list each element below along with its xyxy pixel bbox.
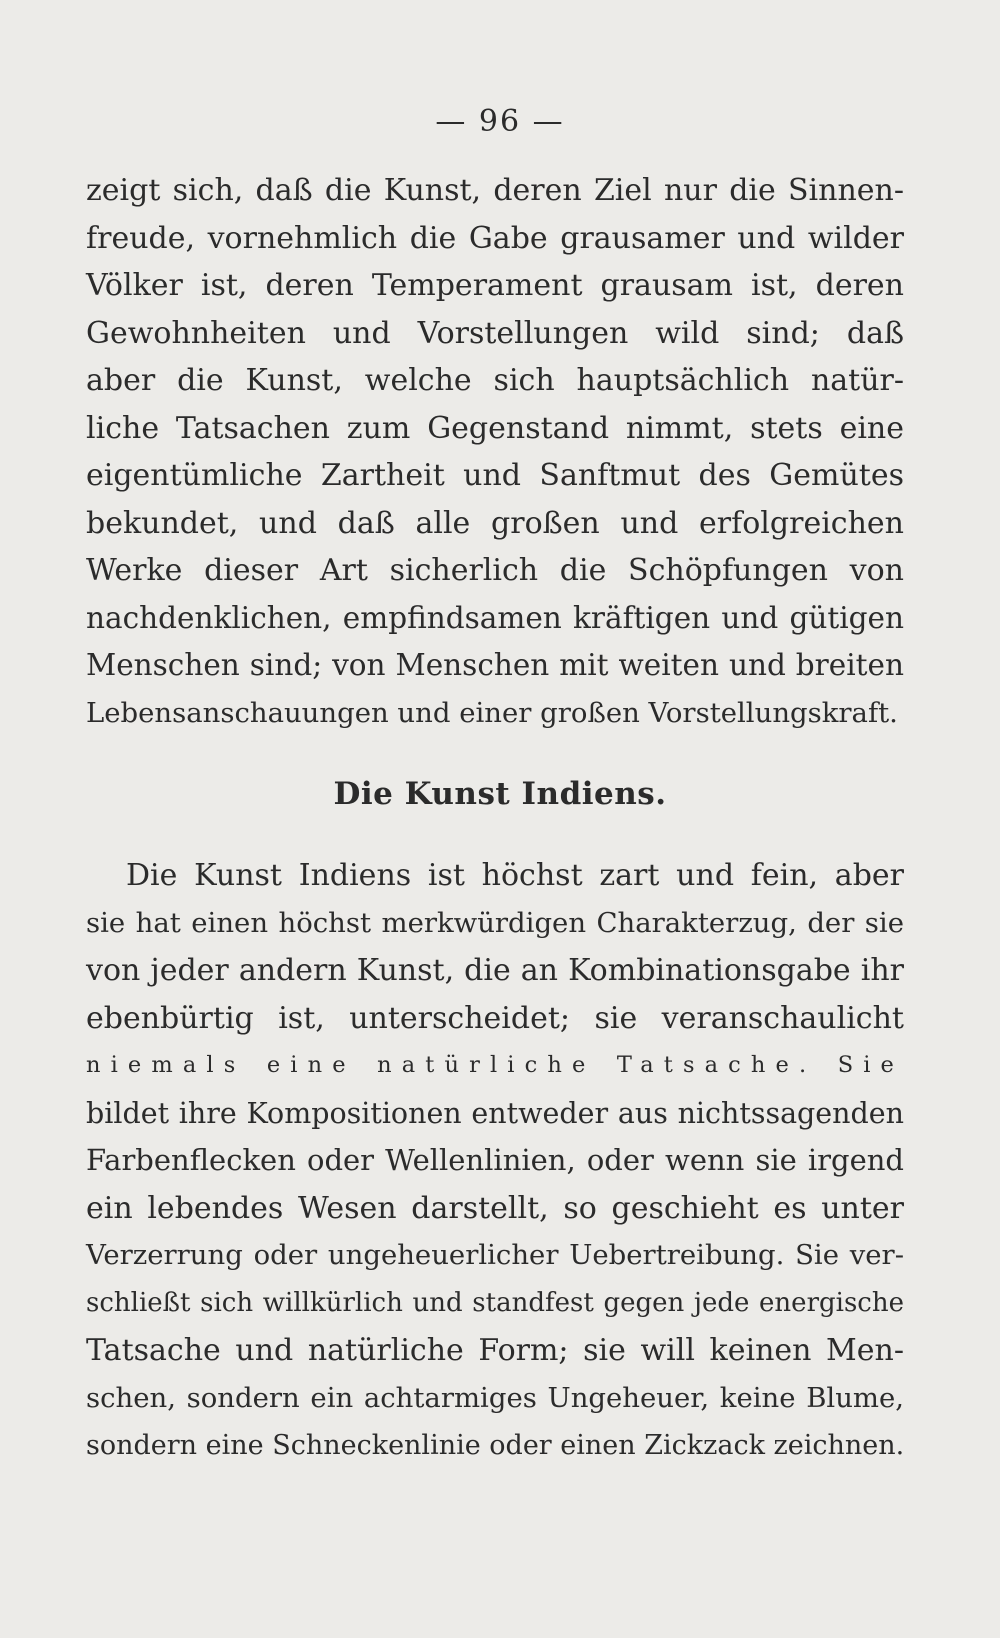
text-line: Gewohnheiten und Vorstellungen wild sind; daß: [86, 315, 904, 351]
text-line: zeigt sich, daß die Kunst, deren Ziel nur die Sinnen-: [86, 173, 904, 208]
text-line: Werke dieser Art sicherlich die Schöpfungen von: [86, 553, 904, 588]
text-line: freude, vornehmlich die Gabe grausamer und wilder: [86, 220, 904, 256]
text-line: sondern eine Schneckenlinie oder einen Zickzack zeichnen.: [86, 1430, 905, 1461]
text-line: bildet ihre Kompositionen entweder aus nichtssagenden: [86, 1096, 904, 1130]
paragraph-1: [86, 167, 904, 737]
text-line: niemals eine natürliche Tatsache. Sie: [86, 1052, 904, 1078]
text-line: Farbenflecken oder Wellenlinien, oder wenn sie irgend: [86, 1143, 904, 1177]
section-heading: Die Kunst Indiens.: [333, 776, 667, 812]
text-line: nachdenklichen, empfindsamen kräftigen und gütigen: [86, 600, 904, 635]
text-line: ebenbürtig ist, unterscheidet; sie veranschaulicht: [86, 1000, 904, 1036]
text-line: Die Kunst Indiens ist höchst zart und fein, aber: [126, 858, 904, 893]
text-line: schließt sich willkürlich und standfest gegen jede energische: [86, 1287, 904, 1318]
text-line: Tatsache und natürliche Form; sie will keinen Men-: [86, 1333, 904, 1368]
text-line: bekundet, und daß alle großen und erfolgreichen: [86, 505, 904, 541]
text-line: Lebensanschauungen und einer großen Vorstellungskraft.: [86, 696, 898, 729]
text-line: eigentümliche Zartheit und Sanftmut des Gemütes: [86, 458, 904, 493]
text-line: ein lebendes Wesen darstellt, so geschieht es unter: [86, 1190, 904, 1226]
page-number: — 96 —: [435, 104, 565, 139]
text-line: schen, sondern ein achtarmiges Ungeheuer, keine Blume,: [86, 1381, 904, 1414]
text-line: Völker ist, deren Temperament grausam ist, deren: [86, 268, 904, 303]
text-line: Verzerrung oder ungeheuerlicher Uebertreibung. Sie ver-: [86, 1239, 904, 1271]
text-line: sie hat einen höchst merkwürdigen Charakterzug, der sie: [86, 906, 904, 939]
paragraph-2: [86, 852, 904, 1470]
text-line: von jeder andern Kunst, die an Kombinationsgabe ihr: [86, 953, 904, 988]
text-line: Menschen sind; von Menschen mit weiten und breiten: [86, 648, 904, 682]
text-line: liche Tatsachen zum Gegenstand nimmt, stets eine: [86, 410, 904, 446]
text-line: aber die Kunst, welche sich hauptsächlich natür-: [86, 363, 904, 398]
